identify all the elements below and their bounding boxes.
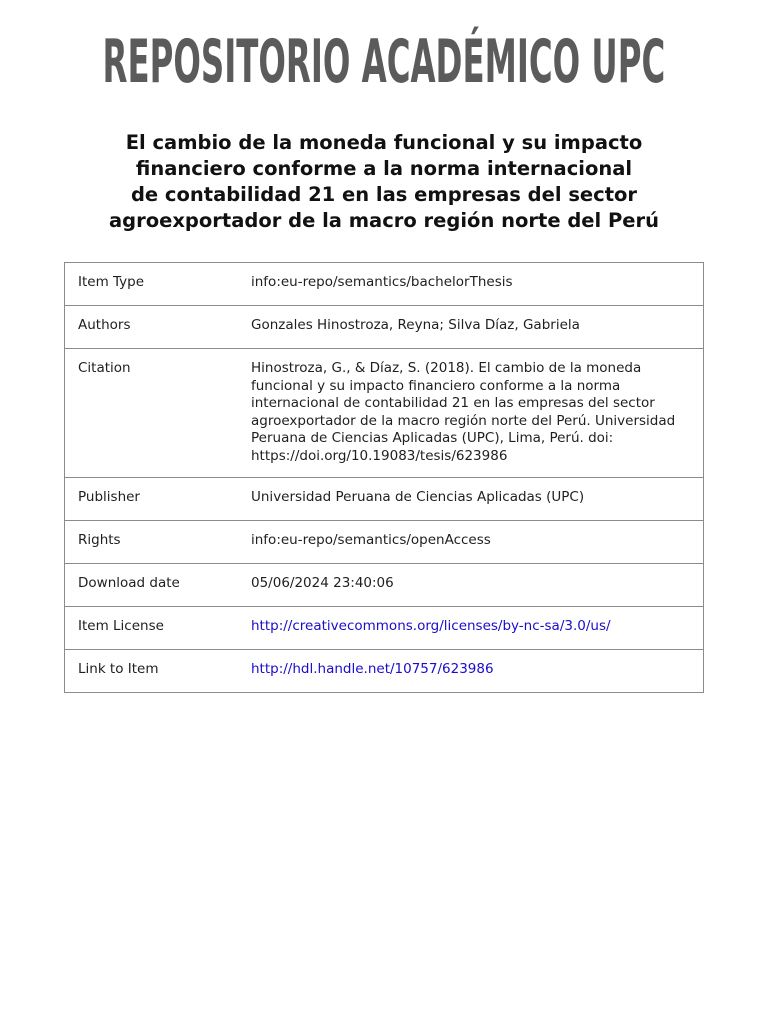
document-title bbox=[84, 130, 684, 234]
table-row-rights bbox=[65, 521, 704, 564]
title-line: agroexportador de la macro región norte del Perú bbox=[108, 209, 660, 232]
item-license-label: Item License bbox=[65, 607, 239, 650]
table-row-citation bbox=[65, 349, 704, 478]
table-row-item-license bbox=[65, 607, 704, 650]
metadata-table bbox=[64, 262, 704, 693]
download-date-label: Download date bbox=[65, 564, 239, 607]
link-to-item-label: Link to Item bbox=[65, 650, 239, 693]
table-row-authors bbox=[65, 306, 704, 349]
rights-value: info:eu-repo/semantics/openAccess bbox=[238, 521, 704, 564]
item-license-link[interactable]: http://creativecommons.org/licenses/by-nc-sa/3.0/us/ bbox=[251, 618, 611, 634]
citation-label: Citation bbox=[65, 349, 239, 478]
authors-value: Gonzales Hinostroza, Reyna; Silva Díaz, Gabriela bbox=[238, 306, 704, 349]
link-to-item-cell bbox=[238, 650, 704, 693]
citation-value: Hinostroza, G., & Díaz, S. (2018). El cambio de la moneda funcional y su impacto financiero conforme a la norma internacional de contabilidad 21 en las empresas del sector agroexportador de la macro región norte del Perú. Universidad Peruana de Ciencias Aplicadas (UPC), Lima, Perú. doi: https://doi.org/10.19083/tesis/623986 bbox=[238, 349, 704, 478]
title-line: financiero conforme a la norma internacional bbox=[135, 157, 633, 180]
table-row-link-to-item bbox=[65, 650, 704, 693]
download-date-value: 05/06/2024 23:40:06 bbox=[238, 564, 704, 607]
item-license-cell bbox=[238, 607, 704, 650]
repository-header bbox=[0, 22, 768, 102]
item-type-value: info:eu-repo/semantics/bachelorThesis bbox=[238, 263, 704, 306]
table-row-item-type bbox=[65, 263, 704, 306]
title-line: de contabilidad 21 en las empresas del sector bbox=[130, 183, 638, 206]
authors-label: Authors bbox=[65, 306, 239, 349]
rights-label: Rights bbox=[65, 521, 239, 564]
item-type-label: Item Type bbox=[65, 263, 239, 306]
publisher-value: Universidad Peruana de Ciencias Aplicadas (UPC) bbox=[238, 478, 704, 521]
title-line: El cambio de la moneda funcional y su impacto bbox=[125, 131, 643, 154]
table-row-publisher bbox=[65, 478, 704, 521]
link-to-item-link[interactable]: http://hdl.handle.net/10757/623986 bbox=[251, 661, 494, 677]
repository-name: REPOSITORIO ACADÉMICO UPC bbox=[102, 27, 666, 97]
table-row-download-date bbox=[65, 564, 704, 607]
publisher-label: Publisher bbox=[65, 478, 239, 521]
